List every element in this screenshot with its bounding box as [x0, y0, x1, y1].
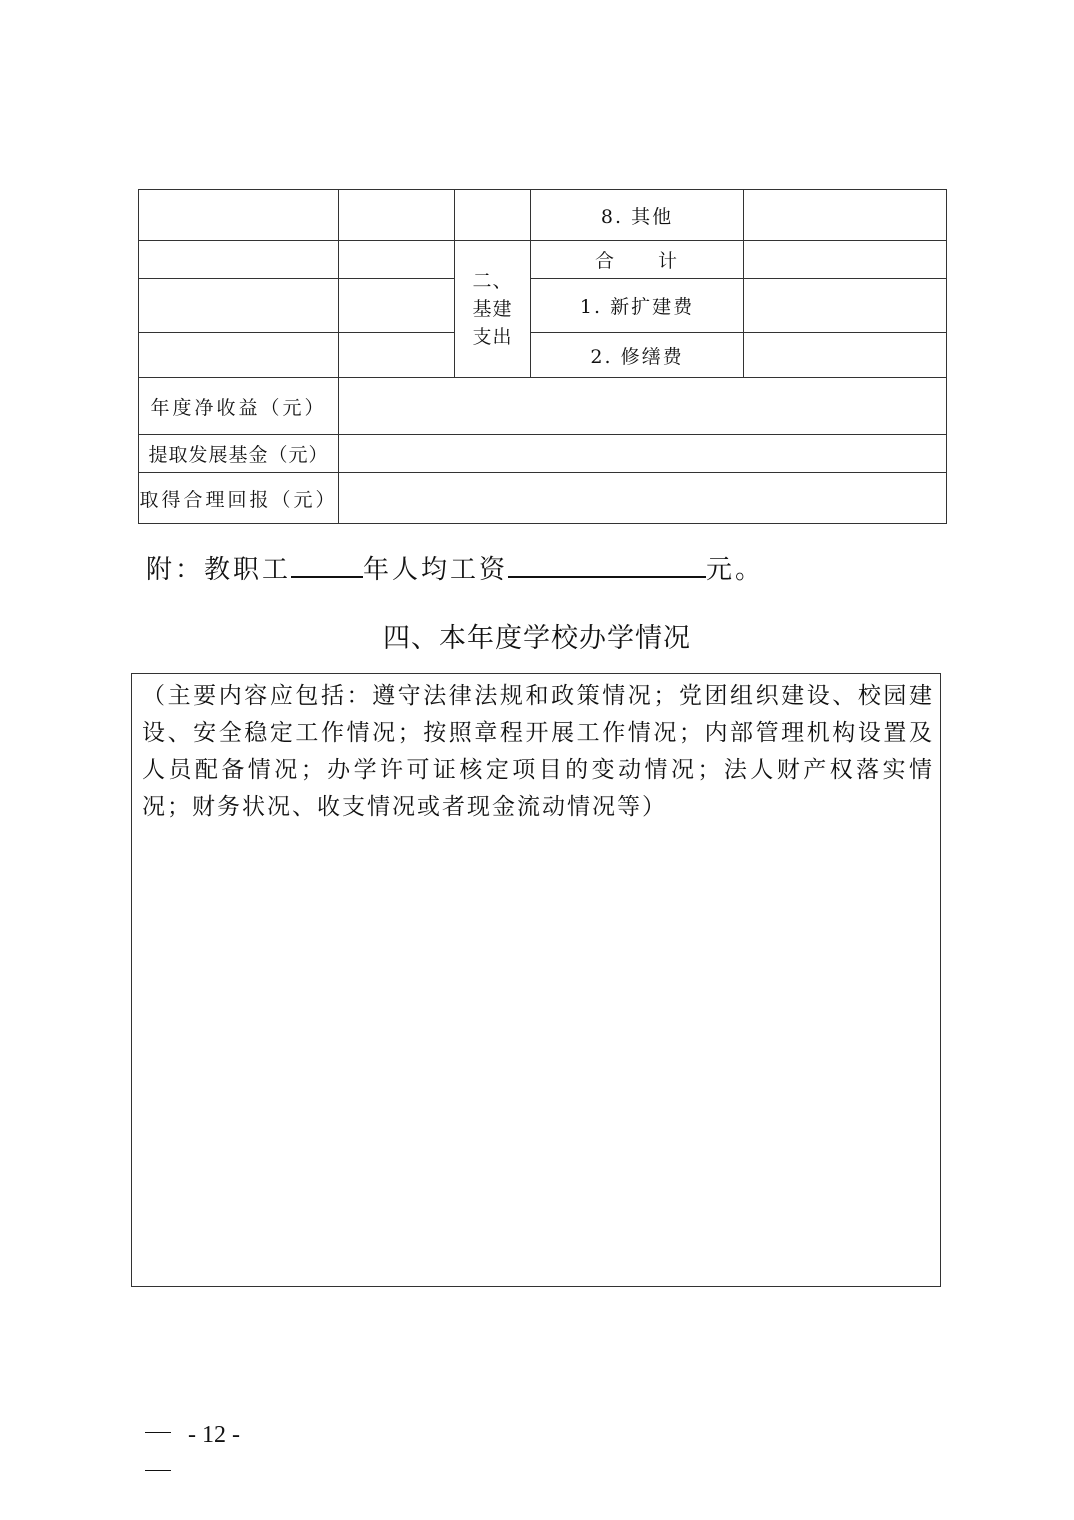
- staff-salary-note: [146, 546, 764, 590]
- average-salary-blank[interactable]: [508, 546, 706, 578]
- table-cell[interactable]: [339, 190, 455, 241]
- section-title: 四、本年度学校办学情况: [383, 623, 691, 654]
- reasonable-return-value[interactable]: [339, 473, 947, 524]
- other-expense-value[interactable]: [744, 190, 947, 241]
- year-blank[interactable]: [291, 546, 363, 578]
- total-value[interactable]: [744, 241, 947, 279]
- instruction-text: （主要内容应包括：遵守法律法规和政策情况；党团组织建设、校园建设、安全稳定工作情况；按照章程开展工作情况；内部管理机构设置及人员配备情况；办学许可证核定项目的变动情况；法人财产权落实情况；财务状况、收支情况或者现金流动情况等）: [142, 683, 934, 820]
- staff-salary-middle: 年人均工资: [363, 555, 509, 585]
- development-fund-label: 提取发展基金（元）: [139, 435, 339, 473]
- net-income-value[interactable]: [339, 378, 947, 435]
- capital-expenditure-label: 二、 基建 支出: [455, 241, 531, 378]
- other-expense-label: 8. 其他: [531, 190, 744, 241]
- table-cell[interactable]: [339, 279, 455, 333]
- footer-dash: [145, 1470, 171, 1471]
- new-construction-label: 1. 新扩建费: [531, 279, 744, 333]
- school-operation-box[interactable]: [131, 673, 941, 1287]
- net-income-label: 年度净收益（元）: [139, 378, 339, 435]
- staff-salary-suffix: 元。: [706, 555, 765, 585]
- page-number: - 12 -: [188, 1422, 240, 1448]
- repair-value[interactable]: [744, 333, 947, 378]
- total-label: 合 计: [531, 241, 744, 279]
- table-cell[interactable]: [139, 333, 339, 378]
- table-cell[interactable]: [339, 333, 455, 378]
- table-cell[interactable]: [139, 190, 339, 241]
- development-fund-value[interactable]: [339, 435, 947, 473]
- reasonable-return-label: 取得合理回报（元）: [139, 473, 339, 524]
- staff-salary-prefix: 附：教职工: [146, 555, 292, 585]
- new-construction-value[interactable]: [744, 279, 947, 333]
- footer-dash: [145, 1432, 171, 1433]
- repair-label: 2. 修缮费: [531, 333, 744, 378]
- table-cell[interactable]: [139, 241, 339, 279]
- table-cell[interactable]: [139, 279, 339, 333]
- table-cell[interactable]: [339, 241, 455, 279]
- finance-table: [138, 189, 947, 524]
- table-cell: [455, 190, 531, 241]
